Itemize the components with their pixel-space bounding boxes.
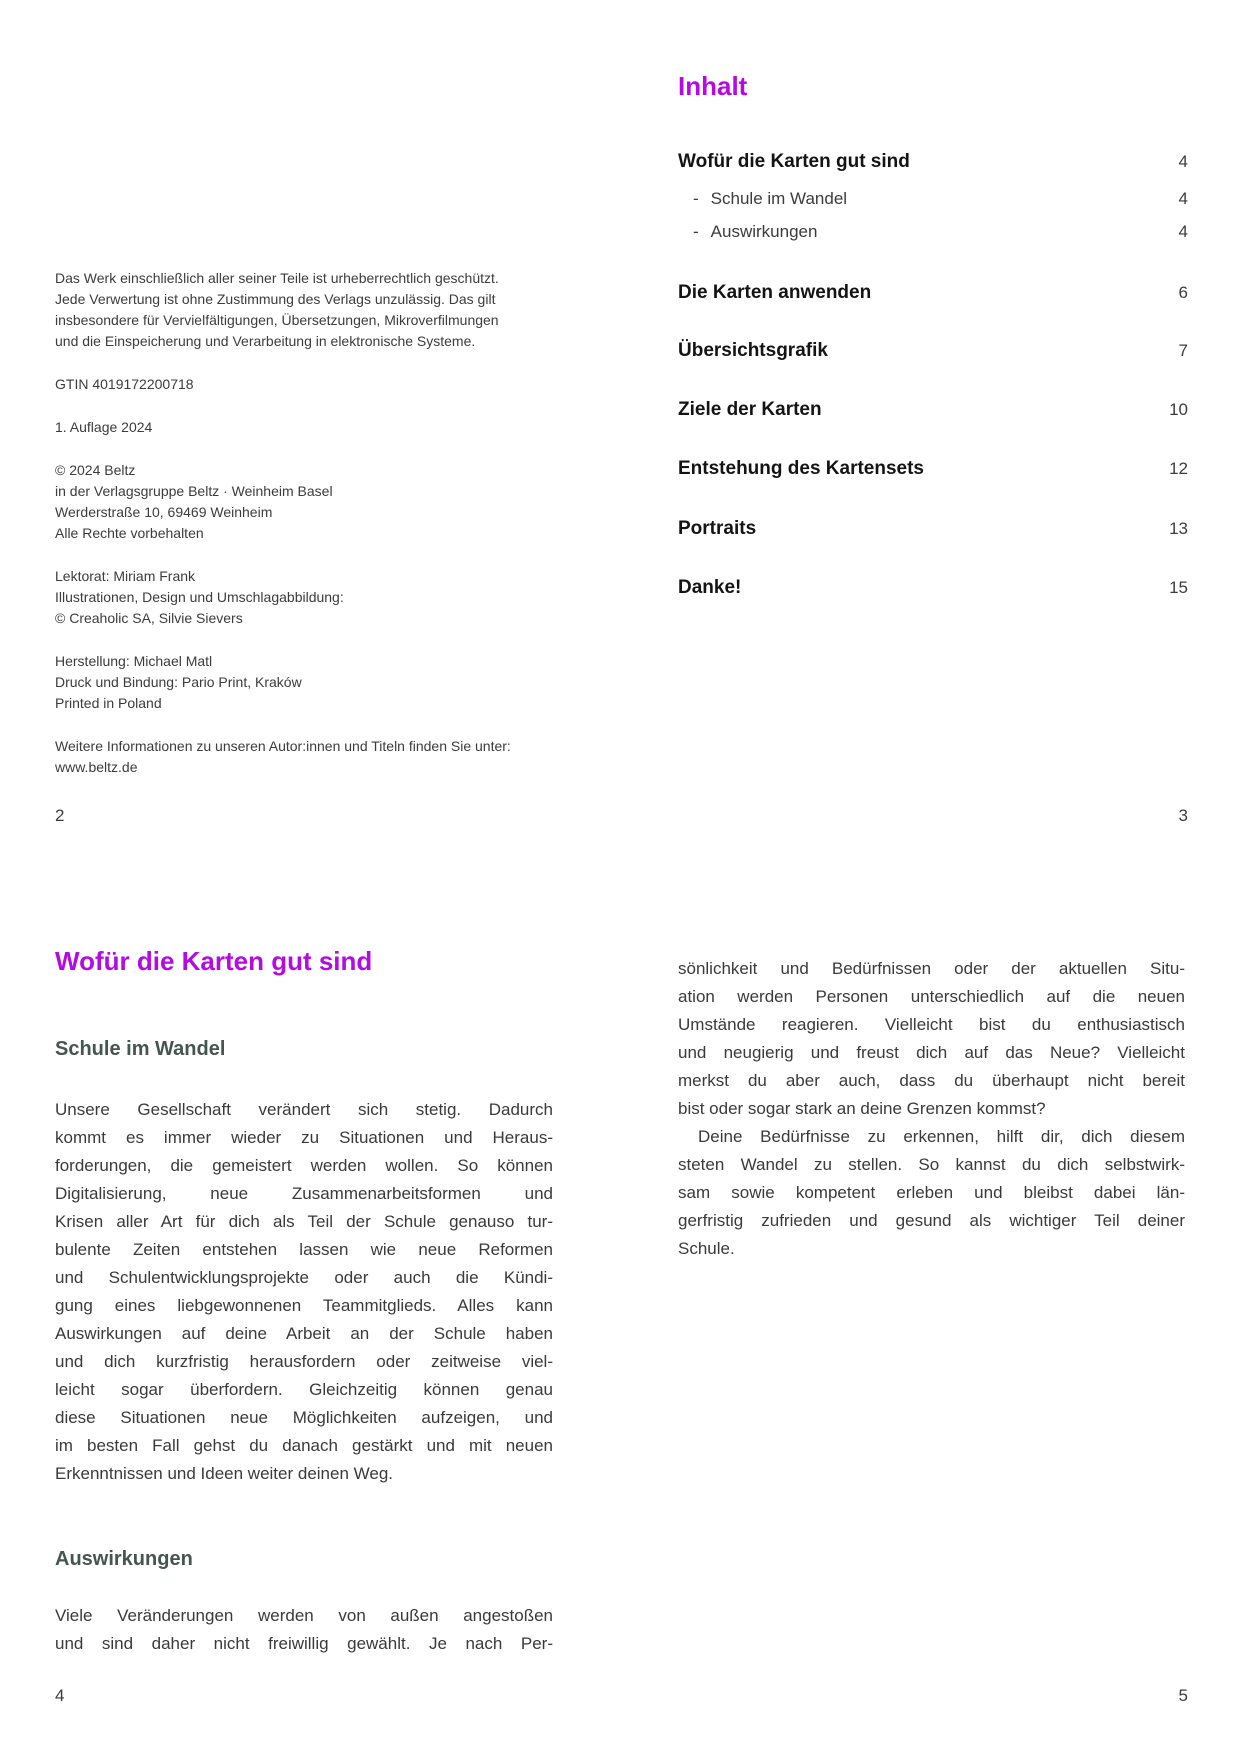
imprint-line: und die Einspeicherung und Verarbeitung in elektronische Systeme. <box>55 333 476 349</box>
imprint-paragraph <box>55 566 585 629</box>
text-line: sam sowie kompetent erleben und bleibst dabei län- <box>678 1183 1185 1202</box>
toc-entry[interactable] <box>678 222 1188 242</box>
text-line: kommt es immer wieder zu Situationen und Heraus- <box>55 1128 553 1147</box>
text-line: bulente Zeiten entstehen lassen wie neue Reformen <box>55 1240 553 1259</box>
imprint-line: Illustrationen, Design und Umschlagabbildung: <box>55 589 344 605</box>
text-line: sönlichkeit und Bedürfnissen oder der aktuellen Situ- <box>678 959 1185 978</box>
text-line: und neugierig und freust dich auf das Neue? Vielleicht <box>678 1043 1185 1062</box>
toc-entry[interactable] <box>678 282 1188 304</box>
text-line: gerfristig zufrieden und gesund als wichtiger Teil deiner <box>678 1211 1185 1230</box>
text-line: und Schulentwicklungsprojekte oder auch die Kündi- <box>55 1268 553 1287</box>
section-heading-schule-im-wandel: Schule im Wandel <box>55 1038 226 1060</box>
imprint-line: Jede Verwertung ist ohne Zustimmung des Verlags unzulässig. Das gilt <box>55 291 496 307</box>
imprint-paragraph <box>55 736 585 778</box>
text-line: merkst du aber auch, dass du überhaupt nicht bereit <box>678 1071 1185 1090</box>
toc-entry-label: Portraits <box>678 518 757 539</box>
toc-entry-label: - Auswirkungen <box>693 222 818 241</box>
toc-entry[interactable] <box>678 577 1188 599</box>
imprint-paragraph <box>55 417 585 438</box>
toc-entry-page-number: 4 <box>1178 152 1188 171</box>
page-number-footer: 5 <box>1178 1686 1188 1705</box>
toc-entry-page-number: 10 <box>1169 400 1188 419</box>
toc-entry-label: Ziele der Karten <box>678 399 822 420</box>
text-line: diese Situationen neue Möglichkeiten aufzeigen, und <box>55 1408 553 1427</box>
imprint-line: © Creaholic SA, Silvie Sievers <box>55 610 243 626</box>
toc-entry-label: - Schule im Wandel <box>693 189 848 208</box>
body-paragraph <box>55 1096 553 1488</box>
text-line: und sind daher nicht freiwillig gewählt. Je nach Per- <box>55 1634 553 1653</box>
toc-entry[interactable] <box>678 189 1188 209</box>
text-line: ation werden Personen unterschiedlich auf die neuen <box>678 987 1185 1006</box>
text-line: und dich kurzfristig herausfordern oder zeitweise viel- <box>55 1352 553 1371</box>
toc-entry-label: Wofür die Karten gut sind <box>678 151 910 172</box>
toc-entry-page-number: 15 <box>1169 578 1188 597</box>
text-line: forderungen, die gemeistert werden wollen. So können <box>55 1156 553 1175</box>
toc-entry-page-number: 13 <box>1169 519 1188 538</box>
toc-entry-page-number: 4 <box>1178 189 1188 208</box>
imprint-block <box>55 268 585 800</box>
section-heading-auswirkungen: Auswirkungen <box>55 1548 193 1570</box>
imprint-paragraph <box>55 268 585 352</box>
text-line: Krisen aller Art für dich als Teil der Schule genauso tur- <box>55 1212 553 1231</box>
imprint-line: Lektorat: Miriam Frank <box>55 568 196 584</box>
imprint-line: Weitere Informationen zu unseren Autor:innen und Titeln finden Sie unter: <box>55 738 511 754</box>
toc-entry[interactable] <box>678 518 1188 540</box>
imprint-paragraph <box>55 460 585 544</box>
text-line: Deine Bedürfnisse zu erkennen, hilft dir, dich diesem <box>698 1127 1185 1146</box>
text-line: Unsere Gesellschaft verändert sich stetig. Dadurch <box>55 1100 553 1119</box>
imprint-line: insbesondere für Vervielfältigungen, Übersetzungen, Mikroverfilmungen <box>55 312 499 328</box>
imprint-line: in der Verlagsgruppe Beltz · Weinheim Basel <box>55 483 333 499</box>
body-paragraph <box>678 955 1185 1263</box>
website-link[interactable]: www.beltz.de <box>55 759 138 775</box>
chapter-title: Wofür die Karten gut sind <box>55 946 373 976</box>
toc-entry-label: Die Karten anwenden <box>678 282 872 303</box>
imprint-line: Druck und Bindung: Pario Print, Kraków <box>55 674 302 690</box>
text-line: Auswirkungen auf deine Arbeit an der Schule haben <box>55 1324 553 1343</box>
toc-entry[interactable] <box>678 399 1188 421</box>
text-line: Umstände reagieren. Vielleicht bist du enthusiastisch <box>678 1015 1185 1034</box>
text-line: bist oder sogar stark an deine Grenzen kommst? <box>678 1099 1046 1118</box>
imprint-line: GTIN 4019172200718 <box>55 376 194 392</box>
imprint-line: Das Werk einschließlich aller seiner Teile ist urheberrechtlich geschützt. <box>55 270 499 286</box>
toc-sub-dash: - <box>693 222 699 241</box>
imprint-line: Printed in Poland <box>55 695 162 711</box>
text-line: Viele Veränderungen werden von außen angestoßen <box>55 1606 553 1625</box>
imprint-line: Alle Rechte vorbehalten <box>55 525 204 541</box>
toc-entry[interactable] <box>678 458 1188 480</box>
toc-entry[interactable] <box>678 340 1188 362</box>
imprint-line: 1. Auflage 2024 <box>55 419 153 435</box>
toc-entry-label: Entstehung des Kartensets <box>678 458 924 479</box>
toc-entry-label: Danke! <box>678 577 742 598</box>
imprint-paragraph <box>55 651 585 714</box>
toc-entry-page-number: 4 <box>1178 222 1188 241</box>
text-line: steten Wandel zu stellen. So kannst du dich selbstwirk- <box>678 1155 1185 1174</box>
toc-entry-page-number: 7 <box>1178 341 1188 360</box>
body-paragraph <box>55 1602 553 1658</box>
page-number-footer: 3 <box>1178 806 1188 825</box>
text-line: gung eines liebgewonnenen Teammitglieds. Alles kann <box>55 1296 553 1315</box>
toc-entry-label: Übersichtsgrafik <box>678 340 828 361</box>
imprint-line: © 2024 Beltz <box>55 462 136 478</box>
imprint-line: Werderstraße 10, 69469 Weinheim <box>55 504 273 520</box>
toc-entry[interactable] <box>678 151 1188 173</box>
imprint-paragraph <box>55 374 585 395</box>
toc-entry-page-number: 6 <box>1178 283 1188 302</box>
text-line: Schule. <box>678 1239 735 1258</box>
text-line: im besten Fall gehst du danach gestärkt und mit neuen <box>55 1436 553 1455</box>
text-line: leicht sogar überfordern. Gleichzeitig können genau <box>55 1380 553 1399</box>
text-line: Digitalisierung, neue Zusammenarbeitsformen und <box>55 1184 553 1203</box>
page-number-footer: 2 <box>55 806 65 825</box>
toc-title: Inhalt <box>678 71 748 101</box>
toc-entry-page-number: 12 <box>1169 459 1188 478</box>
toc-sub-dash: - <box>693 189 699 208</box>
page-number-footer: 4 <box>55 1686 65 1705</box>
toc-list <box>678 0 1188 650</box>
text-line: Erkenntnissen und Ideen weiter deinen Weg. <box>55 1464 394 1483</box>
imprint-line: Herstellung: Michael Matl <box>55 653 213 669</box>
